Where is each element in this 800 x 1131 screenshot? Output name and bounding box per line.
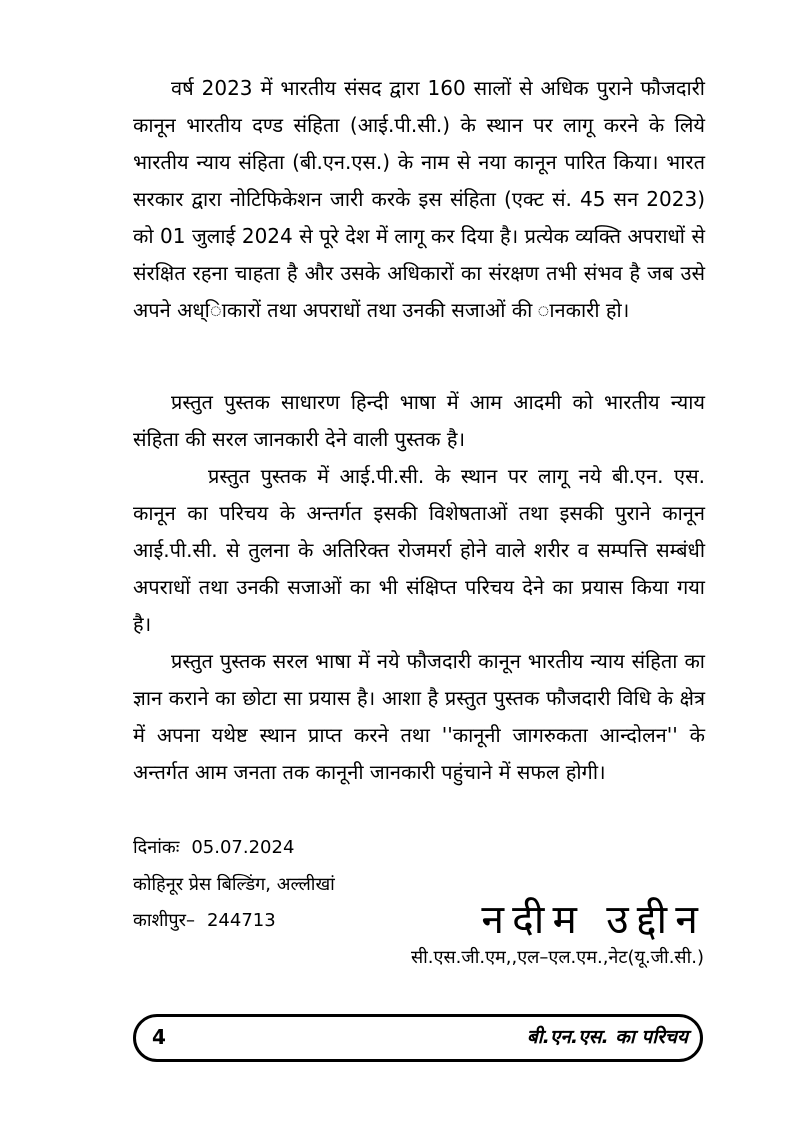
date-value: 05.07.2024 — [191, 837, 295, 858]
footer-book-title: बी.एन.एस. का परिचय — [526, 1026, 688, 1048]
date-line — [133, 836, 294, 860]
paragraph-intro: वर्ष 2023 में भारतीय संसद द्वारा 160 सालों से अधिक पुराने फौजदारी कानून भारतीय दण्ड संहिता (आई.पी.सी.) के स्थान पर लागू करने के लिये भारतीय न्याय संहिता (बी.एन.एस.) के नाम से नया कानून पारित किया। भारत सरकार द्वारा नोटिफिकेशन जारी करके इस संहिता (एक्ट सं. 45 सन 2023) को 01 जुलाई 2024 से पूरे देश में लागू कर दिया है। प्रत्येक व्यक्ति अपराधों से संरक्षित रहना चाहता है और उसके अधिकारों का संरक्षण तभी संभव है जब उसे अपने अध्िाकारों तथा अपराधों तथा उनकी सजाओं की ानकारी हो। — [133, 76, 705, 322]
paragraph-purpose: प्रस्तुत पुस्तक साधारण हिन्दी भाषा में आम आदमी को भारतीय न्याय संहिता की सरल जानकारी देने वाली पुस्तक है। — [133, 390, 705, 451]
page-number: 4 — [152, 1025, 166, 1049]
address-line: कोहिनूर प्रेस बिल्डिंग, अल्लीखां — [133, 874, 335, 895]
city-line — [133, 909, 276, 933]
author-name: नदीम उद्दीन — [481, 897, 706, 943]
date-label: दिनांकः — [133, 837, 180, 858]
paragraph-conclusion: प्रस्तुत पुस्तक सरल भाषा में नये फौजदारी कानून भारतीय न्याय संहिता का ज्ञान कराने का छोटा सा प्रयास है। आशा है प्रस्तुत पुस्तक फौजदारी विधि के क्षेत्र में अपना यथेष्ट स्थान प्राप्त करने तथा ''कानूनी जागरुकता आन्दोलन'' के अन्तर्गत आम जनता तक कानूनी जानकारी पहुंचाने में सफल होगी। — [133, 649, 705, 784]
author-credentials: सी.एस.जी.एम,,एल–एल.एम.,नेट(यू.जी.सी.) — [410, 947, 704, 968]
city-name: काशीपुर– — [133, 910, 195, 931]
pincode: 244713 — [206, 910, 276, 931]
paragraph-contents: प्रस्तुत पुस्तक में आई.पी.सी. के स्थान पर लागू नये बी.एन. एस. कानून का परिचय के अन्तर्गत इसकी विशेषताओं तथा इसकी पुराने कानून आई.पी.सी. से तुलना के अतिरिक्त रोजमर्रा होने वाले शरीर व सम्पत्ति सम्बंधी अपराधों तथा उनकी सजाओं का भी संक्षिप्त परिचय देने का प्रयास किया गया है। — [133, 464, 705, 636]
